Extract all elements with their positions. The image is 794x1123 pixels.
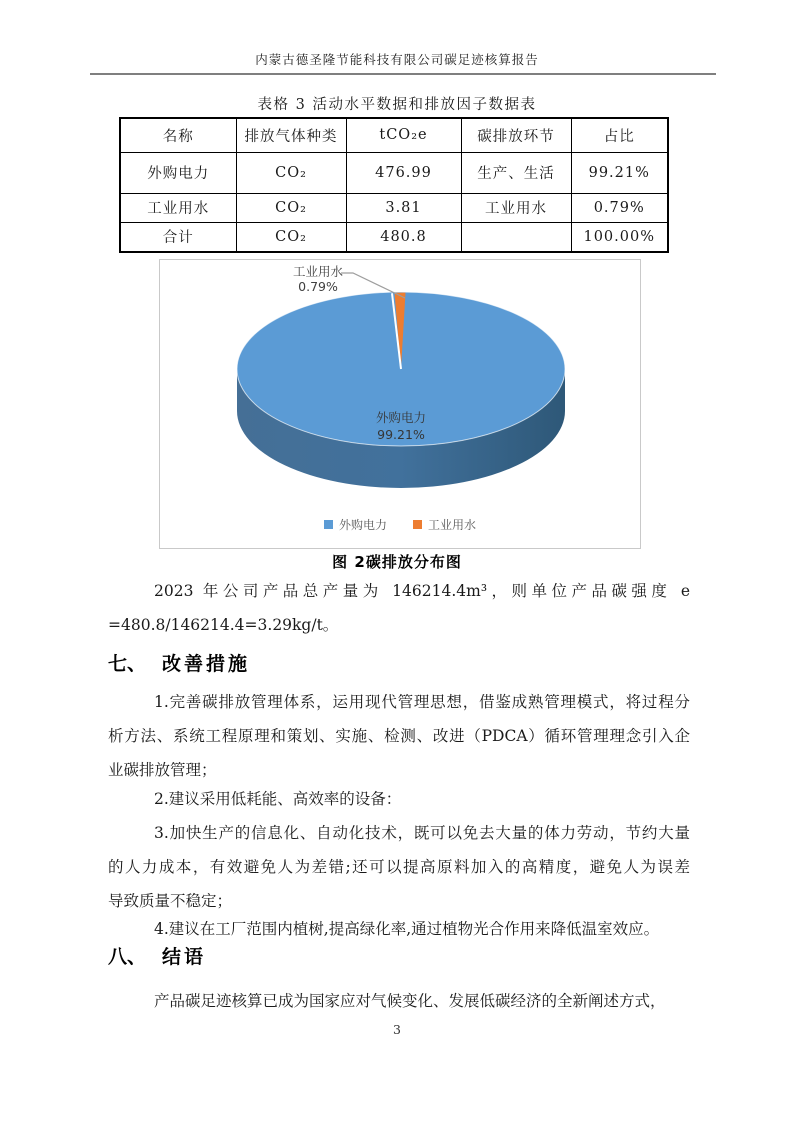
table-cell [461,222,571,252]
table-row [120,193,668,222]
data-label-electricity [341,409,461,443]
paragraph [108,912,690,946]
table-header-row [120,118,668,152]
table-row [120,152,668,193]
table-header-cell: 名称 [120,118,236,152]
table-cell: 生产、生活 [461,152,571,193]
legend-label-electricity: 外购电力 [338,518,387,532]
table-cell: 0.79% [571,193,668,222]
section-number: 七、 [108,653,147,675]
intro-paragraph [108,574,690,642]
paragraph-line: 1.完善碳排放管理体系，运用现代管理思想，借鉴成熟管理模式，将过程分 [154,693,690,711]
table-cell: 外购电力 [120,152,236,193]
legend-swatch-water-icon [413,520,422,529]
data-label-water-name: 工业用水 [292,264,343,279]
paragraph [108,685,690,787]
data-label-electricity-value: 99.21% [377,427,425,442]
data-label-water-value: 0.79% [298,279,338,294]
paragraph [108,816,690,918]
paragraph-line: =480.8/146214.4=3.29kg/t。 [108,616,339,634]
body-text [108,574,690,1018]
paragraph-line: 析方法、系统工程原理和策划、实施、检测、改进（PDCA）循环管理理念引入企 [108,727,690,745]
page-number: 3 [393,1022,401,1037]
legend-item-water [413,516,476,533]
legend-swatch-electricity-icon [324,520,333,529]
paragraph [108,984,690,1018]
paragraph-line: 的人力成本，有效避免人为差错;还可以提高原料加入的高精度，避免人为误差 [108,858,690,876]
chart-legend [160,516,640,533]
paragraph-line: 业碳排放管理； [108,761,217,779]
pie-chart-area [159,259,641,549]
table-header-cell: 碳排放环节 [461,118,571,152]
table-cell: 476.99 [346,152,461,193]
table-header-cell: tCO₂e [346,118,461,152]
paragraph-line: 4.建议在工厂范围内植树,提高绿化率,通过植物光合作用来降低温室效应。 [154,920,660,938]
section-title: 结语 [162,946,207,968]
paragraph-line: 2023 年公司产品总产量为 146214.4m³，则单位产品碳强度 e [154,582,690,600]
paragraph-line: 导致质量不稳定； [108,892,233,910]
table-header-cell: 排放气体种类 [236,118,346,152]
table-cell: 99.21% [571,152,668,193]
pie-chart [160,260,640,548]
page-header-title: 内蒙古德圣隆节能科技有限公司碳足迹核算报告 [255,52,539,67]
section-number: 八、 [108,946,147,968]
table-caption: 表格 3 活动水平数据和排放因子数据表 [257,97,537,113]
legend-label-water: 工业用水 [428,518,477,532]
header-rule [90,73,716,75]
legend-swatch-rect [413,520,422,529]
table-cell: 工业用水 [120,193,236,222]
table-cell: CO₂ [236,152,346,193]
table-cell: 480.8 [346,222,461,252]
section-heading-8 [108,943,690,971]
table-cell: CO₂ [236,193,346,222]
table-cell: 100.00% [571,222,668,252]
data-label-electricity-name: 外购电力 [375,410,426,425]
table-cell: 3.81 [346,193,461,222]
table-cell: 合计 [120,222,236,252]
section-heading-7 [108,650,690,678]
legend-item-electricity [324,516,387,533]
section-title: 改善措施 [162,653,251,675]
figure-caption: 图 2碳排放分布图 [332,553,462,571]
paragraph-line: 3.加快生产的信息化、自动化技术，既可以免去大量的体力劳动，节约大量 [154,824,690,842]
legend-swatch-rect [324,520,333,529]
emission-data-table [119,117,669,253]
paragraph [108,782,690,816]
table-cell: 工业用水 [461,193,571,222]
paragraph-line: 2.建议采用低耗能、高效率的设备： [154,790,402,808]
table-cell: CO₂ [236,222,346,252]
table-header-cell: 占比 [571,118,668,152]
data-label-water [287,264,349,294]
paragraph-line: 产品碳足迹核算已成为国家应对气候变化、发展低碳经济的全新阐述方式， [154,992,666,1010]
table-row [120,222,668,252]
